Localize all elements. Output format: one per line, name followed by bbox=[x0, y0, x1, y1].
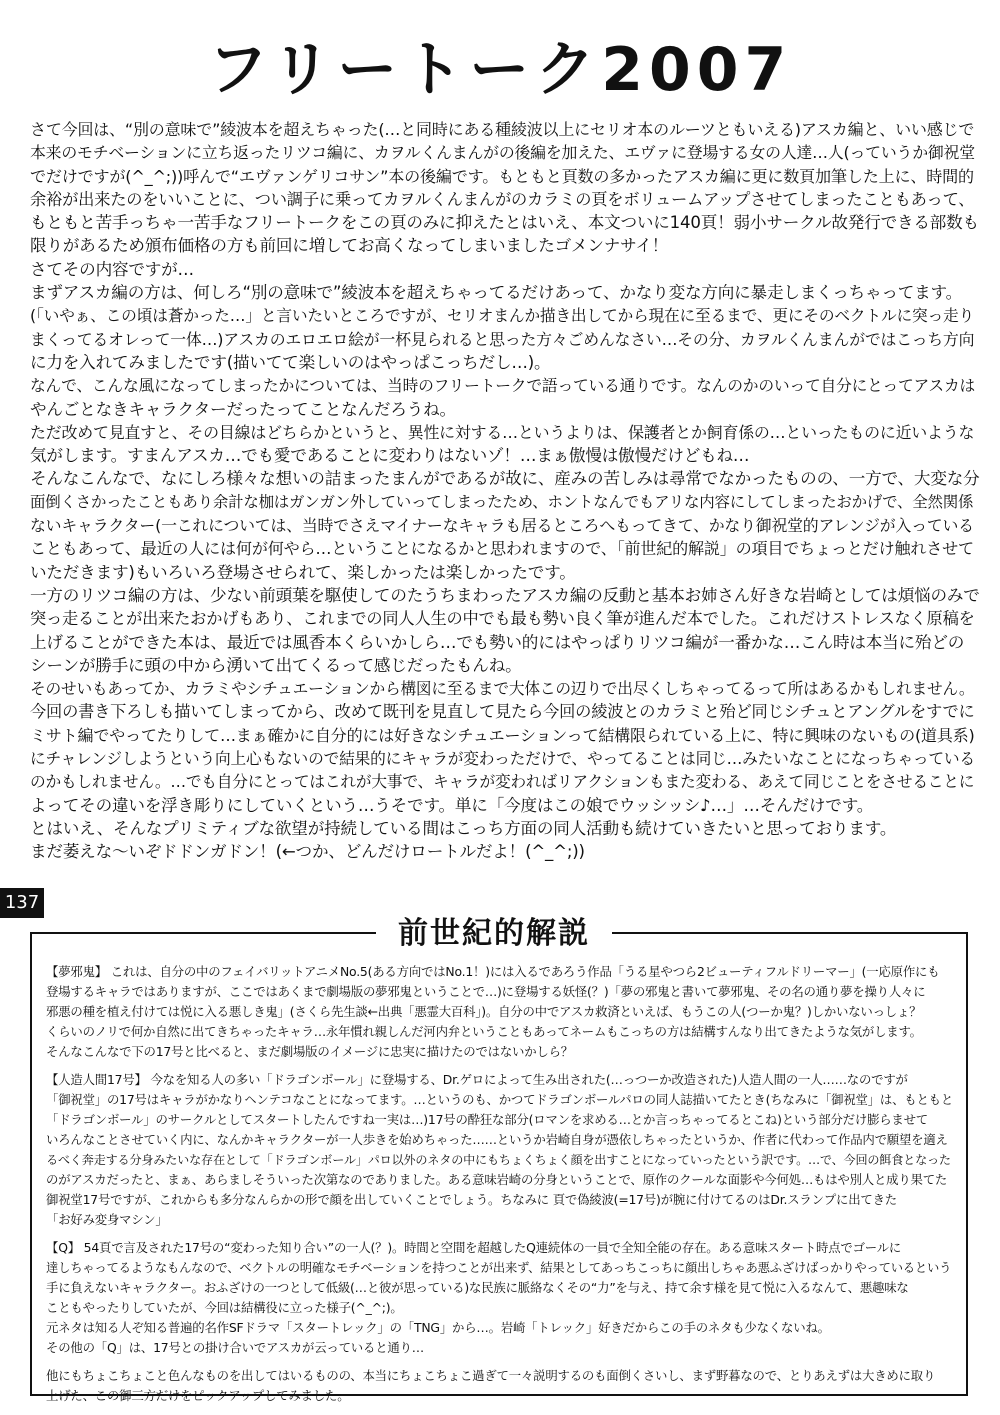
body-line: 本来のモチベーションに立ち返ったリツコ編に、カヲルくんまんがの後編を加えた、エヴァに登場する女の人達…人(っていうか御祝堂 bbox=[30, 143, 975, 163]
body-line: 限りがあるため頒布価格の方も前回に増してお高くなってしまいましたゴメンナサイ！ bbox=[30, 236, 669, 256]
note-line: 「御祝堂」の17号はキャラがかなりヘンテコなことになってます。…というのも、かつてドラゴンボールパロの同人誌描いてたとき(ちなみに「御祝堂」は、もともと bbox=[46, 1092, 954, 1107]
note-line: 手に負えないキャラクター。おふざけの一つとして低級(…と彼が思っている)な民族に脈絡なくその“力”を与え、持て余す様を見て悦に入るなんて、悪趣味な bbox=[46, 1280, 909, 1295]
note-line: 元ネタは知る人ぞ知る普遍的名作SFドラマ「スタートレック」の「TNG」から…。岩崎「トレック」好きだからこの手のネタも少なくないね。 bbox=[46, 1320, 830, 1335]
note-line: 【Q】 54頁で言及された17号の“変わった知り合い”の一人(？)。時間と空間を超越したQ連続体の一員で全知全能の存在。ある意味スタート時点でゴールに bbox=[46, 1240, 902, 1255]
body-line: そのせいもあってか、カラミやシチュエーションから構図に至るまで大体この辺りで出尽くしちゃってるって所はあるかもしれません。 bbox=[30, 679, 975, 699]
paragraph-gap bbox=[46, 1358, 956, 1366]
note-line: いろんなことさせていく内に、なんかキャラクターが一人歩きを始めちゃった……というか岩崎自身が憑依しちゃったというか、作者に代わって作品内で願望を適え bbox=[46, 1132, 948, 1147]
body-line: ないキャラクター(一これについては、当時でさえマイナーなキャラも居るところへもってきて、かなり御祝堂的アレンジが入っている bbox=[30, 516, 974, 536]
note-line: 「ドラゴンボール」のサークルとしてスタートしたんですね一実は…)17号の酔狂な部分(ロマンを求める…とか言っちゃってるとこね)という部分だけ膨らませて bbox=[46, 1112, 928, 1127]
body-line: こともあって、最近の人には何が何やら…ということになるかと思われますので、「前世紀的解説」の項目でちょっとだけ触れさせて bbox=[30, 539, 974, 559]
notes-heading: 前世紀的解説 bbox=[376, 914, 612, 954]
note-line: 邪悪の種を植え付けては悦に入る悪しき鬼」(さくら先生談←出典「悪霊大百科」)。自分の中でアスカ救済といえば、もうこの人(つーか鬼？)しかいないっしょ？ bbox=[46, 1004, 922, 1019]
body-line: ただ改めて見直すと、その目線はどちらかというと、異性に対する…というよりは、保護者とか飼育係の…といったものに近いような bbox=[30, 422, 975, 442]
note-line: くらいのノリで何か自然に出てきちゃったキャラ…永年慣れ親しんだ河内弁ということもあってネームもこっちの方は結構すんなり出てきたような気がします。 bbox=[46, 1024, 922, 1039]
body-line: やんごとなきキャラクターだったってことなんだろうね。 bbox=[30, 399, 456, 419]
body-line: シーンが勝手に頭の中から湧いて出てくるって感じだったもんね。 bbox=[30, 655, 522, 675]
body-line: さてその内容ですが… bbox=[30, 259, 194, 279]
note-line: 「お好み変身マシン」 bbox=[46, 1212, 168, 1227]
free-talk-body bbox=[30, 118, 980, 864]
note-line: 御祝堂17号ですが、これからも多分なんらかの形で顔を出していくことでしょう。ちなみに 頁で偽綾波(=17号)が腕に付けてるのはDr.スランプに出てきた bbox=[46, 1192, 897, 1207]
body-line: 気がします。すまんアスカ…でも愛であることに変わりはないゾ！…まぁ傲慢は傲慢だけどもね… bbox=[30, 446, 750, 466]
body-line: にチャレンジしようという向上心もないので結果的にキャラが変わっただけで、やってることは同じ…みたいなことになっちゃっている bbox=[30, 749, 975, 769]
body-line: でだけですが(^_^;))呼んで“エヴァンゲリコサン”本の後編です。もともと頁数の多かったアスカ編に更に数頁加筆した上に、時間的 bbox=[30, 166, 974, 186]
body-line: とはいえ、そんなプリミティブな欲望が持続している間はこっち方面の同人活動も続けていきたいと思っております。 bbox=[30, 818, 897, 838]
body-line: 面倒くさかったこともあり余計な枷はガンガン外していってしまったため、ホントなんでもアリな内容にしてしまったおかげで、全然関係 bbox=[30, 492, 974, 511]
body-line: のかもしれません。…でも自分にとってはこれが大事で、キャラが変わればリアクションもまた変わる、あえて同じことをさせることに bbox=[30, 772, 975, 792]
note-line: そんなこんなで下の17号と比べると、まだ劇場版のイメージに忠実に描けたのではないかしら？ bbox=[46, 1044, 574, 1059]
body-line: に力を入れてみましたです(描いてて楽しいのはやっぱこっちだし…)。 bbox=[30, 352, 551, 372]
body-line: まくってるオレって一体…)アスカのエロエロ絵が一杯見られると思った方々ごめんなさい…その分、カヲルくんまんがではこっち方向 bbox=[30, 329, 975, 349]
body-line: さて今回は、“別の意味で”綾波本を超えちゃった(…と同時にある種綾波以上にセリオ本のルーツともいえる)アスカ編と、いい感じで bbox=[30, 120, 975, 139]
note-line: 【夢邪鬼】 これは、自分の中のフェイバリットアニメNo.5(ある方向ではNo.1！)には入るであろう作品「うる星やつら2ビューティフルドリーマー」(一応原作にも bbox=[46, 964, 940, 979]
body-line: まずアスカ編の方は、何しろ“別の意味で”綾波本を超えちゃってるだけあって、かなり変な方向に暴走しまくっちゃってます。 bbox=[30, 283, 963, 303]
body-line: 一方のリツコ編の方は、少ない前頭葉を駆使してのたうちまわったアスカ編の反動と基本お姉さん好きな岩崎としては煩悩のみで bbox=[30, 585, 980, 605]
note-line: その他の「Q」は、17号との掛け合いでアスカが云っていると通り… bbox=[46, 1340, 424, 1355]
note-line: こともやったりしていたが、今回は結構役に立った様子(^_^;)。 bbox=[46, 1300, 403, 1315]
body-line: よってその違いを浮き彫りにしていくという…うそです。単に「今度はこの娘でウッシッシ♪…」…そんだけです。 bbox=[30, 795, 874, 815]
body-line: (「いやぁ、この頃は蒼かった…」と言いたいところですが、セリオまんか描き出してから現在に至るまで、更にそのベクトルに突っ走り bbox=[30, 306, 975, 326]
note-line: 上げた、この御三方だけをピックアップしてみました。 bbox=[46, 1388, 350, 1403]
body-line: 今回の書き下ろしも描いてしまってから、改めて既刊を見直して見たら今回の綾波とのカラミと殆ど同じシチュとアングルをすでに bbox=[30, 702, 975, 722]
body-line: 余裕が出来たのをいいことに、つい調子に乗ってカヲルくんまんがのカラミの頁をボリュームアップさせてしまったこともあって、 bbox=[30, 189, 975, 209]
body-line: もともと苦手っちゃ一苦手なフリートークをこの頁のみに抑えたとはいえ、本文ついに140頁！弱小サークル故発行できる部数も bbox=[30, 213, 979, 233]
note-line: のがアスカだったと、まぁ、あらましそういった次第なのでありました。ある意味岩崎の分身ということで、原作のクールな面影や今何処…もはや別人と成り果てた bbox=[46, 1172, 948, 1187]
paragraph-gap bbox=[46, 1230, 956, 1238]
notes-body bbox=[46, 962, 956, 1406]
body-line: 突っ走ることが出来たおかげもあり、これまでの同人人生の中でも最も勢い良く筆が進んだ本でした。これだけストレスなく原稿を bbox=[30, 609, 975, 629]
page-number: 137 bbox=[0, 888, 44, 918]
note-line: 達しちゃってるようなもんなので、ベクトルの明確なモチベーションを持つことが出来ず、結果としてあっちこっちに顔出しちゃあ悪ふざけばっかりやっているという bbox=[46, 1261, 952, 1275]
body-line: いただきます)もいろいろ登場させられて、楽しかったは楽しかったです。 bbox=[30, 562, 576, 582]
body-line: なんで、こんな風になってしまったかについては、当時のフリートークで語っている通りです。なんのかのいって自分にとってアスカは bbox=[30, 376, 976, 396]
body-line: ミサト編でやってたりして…まぁ確かに自分的には好きなシチュエーションって結構限られている上に、特に興味のないもの(道具系) bbox=[30, 725, 975, 745]
paragraph-gap bbox=[46, 1062, 956, 1070]
note-line: 他にもちょこちょこと色んなものを出してはいるものの、本当にちょこちょこ過ぎて一々説明するのも面倒くさいし、まず野暮なので、とりあえずは大きめに取り bbox=[46, 1368, 936, 1383]
page-title: フリートーク2007 bbox=[207, 35, 793, 105]
note-line: るべく奔走する分身みたいな存在として「ドラゴンボール」パロ以外のネタの中にもちょくちょく顔を出すことになっていったという訳です。…で、今回の餌食となった bbox=[46, 1153, 951, 1167]
body-line: まだ萎えな〜いぞドドンガドン！(←つか、どんだけロートルだよ！(^_^;)) bbox=[30, 842, 585, 862]
note-line: 登場するキャラではありますが、ここではあくまで劇場版の夢邪鬼ということで…)に登場する妖怪(？)「夢の邪鬼と書いて夢邪鬼、その名の通り夢を操り人々に bbox=[46, 984, 926, 999]
body-line: 上げることができた本は、最近では風香本くらいかしら…でも勢い的にはやっぱりリツコ編が一番かな…こん時は本当に殆どの bbox=[30, 632, 965, 652]
body-line: そんなこんなで、なにしろ様々な想いの詰まったまんがであるが故に、産みの苦しみは尋常でなかったものの、一方で、大変な分 bbox=[30, 469, 980, 489]
note-line: 【人造人間17号】 今なを知る人の多い「ドラゴンボール」に登場する、Dr.ゲロによって生み出された(…っつーか改造された)人造人間の一人……なのですが bbox=[46, 1072, 908, 1087]
